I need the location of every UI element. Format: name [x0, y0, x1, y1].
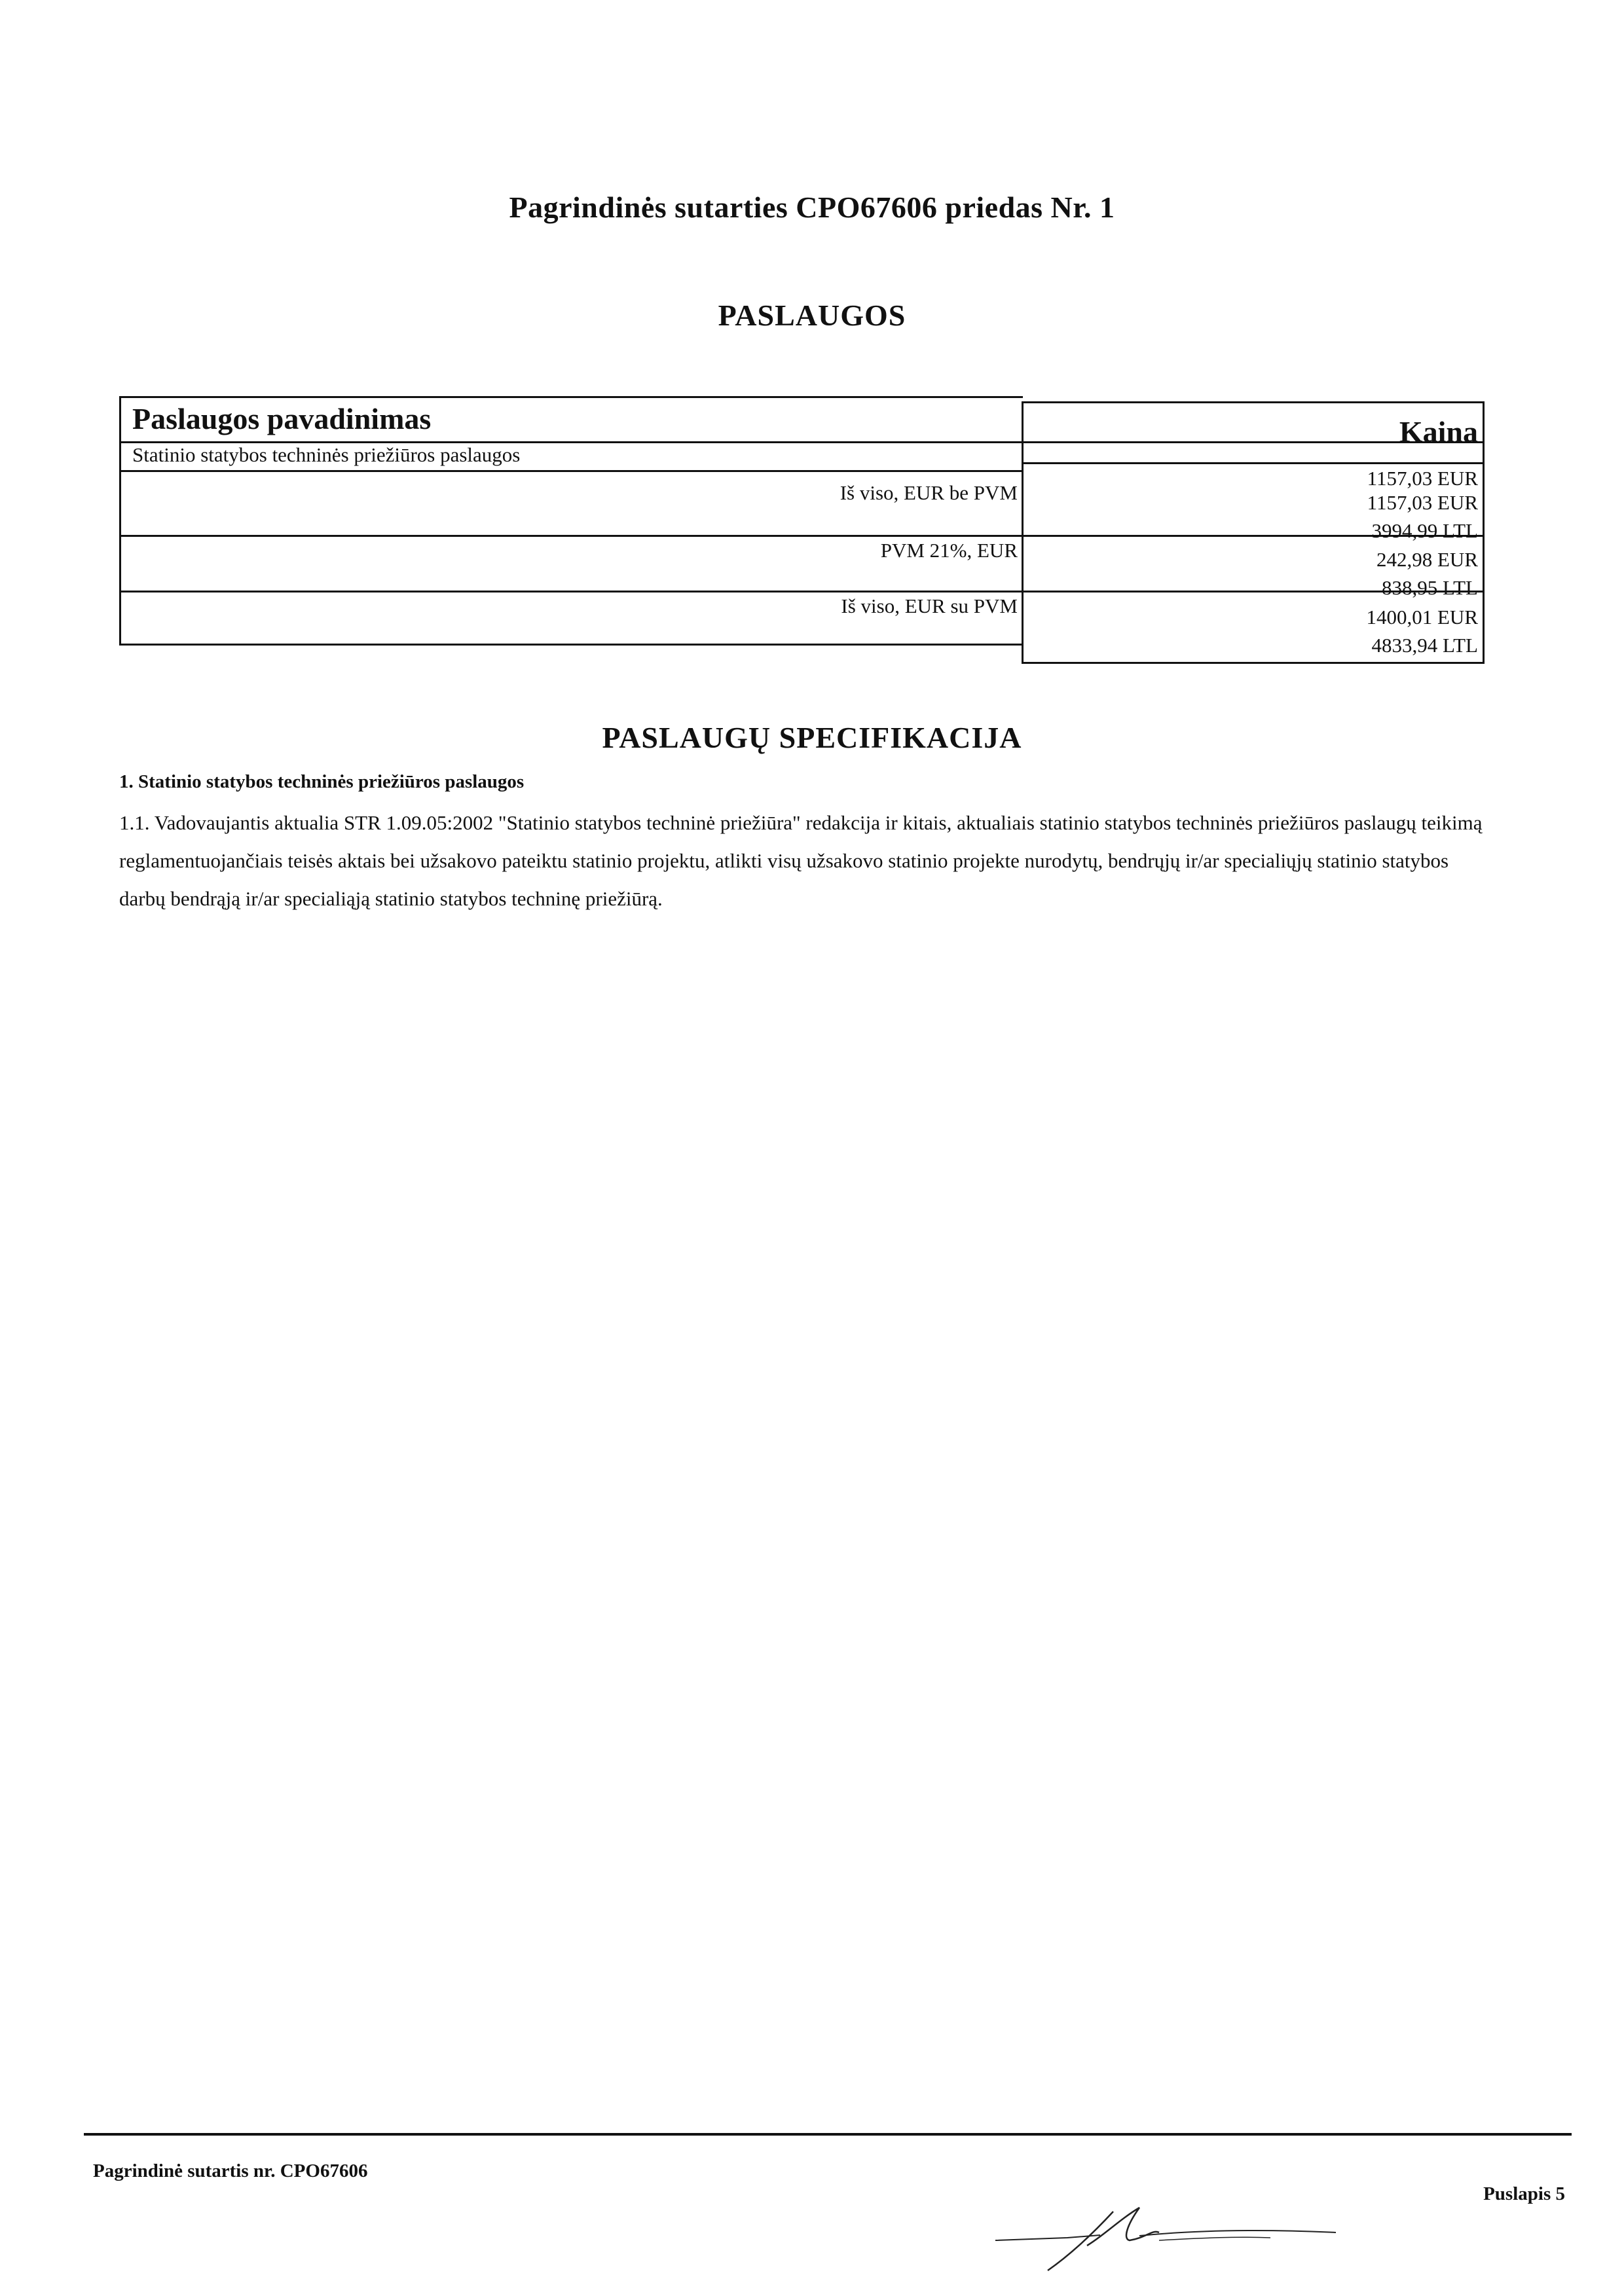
table-rule	[1022, 401, 1024, 664]
service-price: 1157,03 EUR	[1367, 467, 1478, 490]
table-rule	[119, 396, 121, 646]
total-with-vat-label: Iš viso, EUR su PVM	[841, 594, 1018, 617]
table-rule	[119, 396, 1023, 398]
specification-section-title: 1. Statinio statybos techninės priežiūros paslaugos	[119, 771, 525, 792]
vat-eur: 242,98 EUR	[1376, 548, 1478, 571]
footer-rule	[84, 2133, 1572, 2136]
vat-ltl: 838,95 LTL	[1382, 576, 1478, 599]
specification-paragraph: 1.1. Vadovaujantis aktualia STR 1.09.05:2002 "Statinio statybos techninė priežiūra" redakcija ir kitais, aktualiais statinio statybos techninės priežiūros paslaugų teikimą reglamentuojančiais teisės aktais bei užsakovo pateiktu statinio projektu, atlikti visų užsakovo statinio projekte nurodytų, bendrųjų ir/ar specialiųjų statinio statybos darbų bendrąją ir/ar specialiąją statinio statybos techninę priežiūrą.	[119, 811, 1483, 910]
section-heading-services: PASLAUGOS	[718, 299, 906, 332]
table-rule	[119, 644, 1023, 646]
specification-heading: PASLAUGŲ SPECIFIKACIJA	[602, 721, 1022, 754]
column-header-name: Paslaugos pavadinimas	[132, 402, 432, 435]
services-price-table	[119, 396, 1485, 665]
footer-page-number: Puslapis 5	[1483, 2183, 1565, 2204]
table-rule	[1483, 401, 1485, 664]
service-name: Statinio statybos techninės priežiūros paslaugos	[132, 443, 521, 466]
table-rule	[1023, 462, 1485, 464]
total-without-vat-eur: 1157,03 EUR	[1367, 491, 1478, 514]
document-title: Pagrindinės sutarties CPO67606 priedas Nr. 1	[509, 191, 1115, 224]
total-without-vat-ltl: 3994,99 LTL	[1371, 519, 1478, 542]
table-rule	[119, 591, 1485, 592]
table-rule	[119, 535, 1485, 537]
total-without-vat-label: Iš viso, EUR be PVM	[840, 481, 1018, 504]
total-with-vat-eur: 1400,01 EUR	[1366, 606, 1478, 629]
table-rule	[1023, 662, 1485, 664]
vat-label: PVM 21%, EUR	[880, 539, 1018, 562]
table-rule	[119, 470, 1023, 472]
total-with-vat-ltl: 4833,94 LTL	[1371, 634, 1478, 657]
footer-contract-reference: Pagrindinė sutartis nr. CPO67606	[93, 2160, 368, 2181]
handwritten-signature	[989, 2200, 1342, 2278]
column-header-price: Kaina	[1399, 415, 1478, 448]
table-rule	[1023, 401, 1485, 403]
